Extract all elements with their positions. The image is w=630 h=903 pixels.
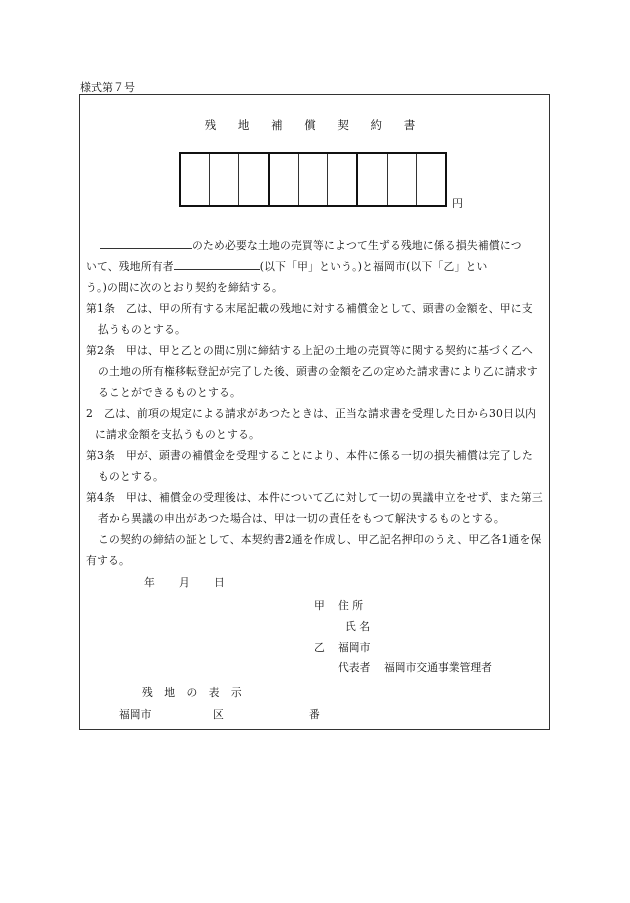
closing-paragraph: この契約の締結の証として、本契約書2通を作成し、甲乙記名押印のうえ、甲乙各1通を保有する。 xyxy=(86,533,542,567)
article-1: 第1条 乙は、甲の所有する末尾記載の残地に対する補償金として、頭書の金額を、甲に支払うものとする。 xyxy=(86,302,533,336)
owner-blank[interactable] xyxy=(174,258,260,270)
contract-body xyxy=(86,235,543,571)
amount-digit-cell[interactable] xyxy=(210,154,239,205)
land-ward: 区 xyxy=(213,708,224,721)
party-a-name-label: 氏 名 xyxy=(345,620,371,633)
party-b-representative-label: 代表者 xyxy=(338,661,371,674)
article-2-clause-2: 2 乙は、前項の規定による請求があつたときは、正当な請求書を受理した日から30日以内に請求金額を支払うものとする。 xyxy=(86,407,537,441)
intro-line-1: のため必要な土地の売買等によつて生ずる残地に係る損失補償につ xyxy=(86,235,543,256)
date-year: 年 xyxy=(144,576,155,589)
amount-digit-cell[interactable] xyxy=(328,154,358,205)
party-b-label: 乙 xyxy=(314,641,325,654)
amount-digit-cell[interactable] xyxy=(358,154,387,205)
amount-box[interactable] xyxy=(179,152,447,207)
yen-unit: 円 xyxy=(452,197,463,210)
date-month: 月 xyxy=(179,576,190,589)
land-lot: 番 xyxy=(309,708,320,721)
amount-digit-cell[interactable] xyxy=(417,154,445,205)
party-a-label: 甲 xyxy=(314,599,325,612)
article-2: 第2条 甲は、甲と乙との間に別に締結する上記の土地の売買等に関する契約に基づく乙への土地の所有権移転登記が完了した後、頭書の金額を乙の定めた請求書により乙に請求することができるものとする。 xyxy=(86,344,538,399)
amount-digit-cell[interactable] xyxy=(299,154,328,205)
party-a-address-label: 住 所 xyxy=(338,599,364,612)
amount-digit-cell[interactable] xyxy=(181,154,210,205)
party-b-name: 福岡市 xyxy=(338,641,371,654)
amount-digit-cell[interactable] xyxy=(270,154,299,205)
article-3: 第3条 甲が、頭書の補償金を受理することにより、本件に係る一切の損失補償は完了したものとする。 xyxy=(86,449,533,483)
intro-line-2: いて、残地所有者 (以下「甲」という。)と福岡市(以下「乙」とい xyxy=(86,260,488,273)
contract-frame xyxy=(79,94,550,730)
intro-line-3: う。)の間に次のとおり契約を締結する。 xyxy=(86,281,283,294)
land-city: 福岡市 xyxy=(119,708,152,721)
amount-digit-cell[interactable] xyxy=(239,154,269,205)
amount-digit-cell[interactable] xyxy=(388,154,417,205)
date-day: 日 xyxy=(214,576,225,589)
article-4: 第4条 甲は、補償金の受理後は、本件について乙に対して一切の異議申立をせず、また第三者から異議の申出があつた場合は、甲は一切の責任をもつて解決するものとする。 xyxy=(86,491,543,525)
purpose-blank[interactable] xyxy=(100,237,192,249)
contract-title: 残 地 補 償 契 約 書 xyxy=(204,118,425,132)
party-b-representative-name: 福岡市交通事業管理者 xyxy=(384,661,492,674)
land-description-heading: 残 地 の 表 示 xyxy=(142,686,246,699)
form-number-label: 様式第７号 xyxy=(80,81,135,94)
